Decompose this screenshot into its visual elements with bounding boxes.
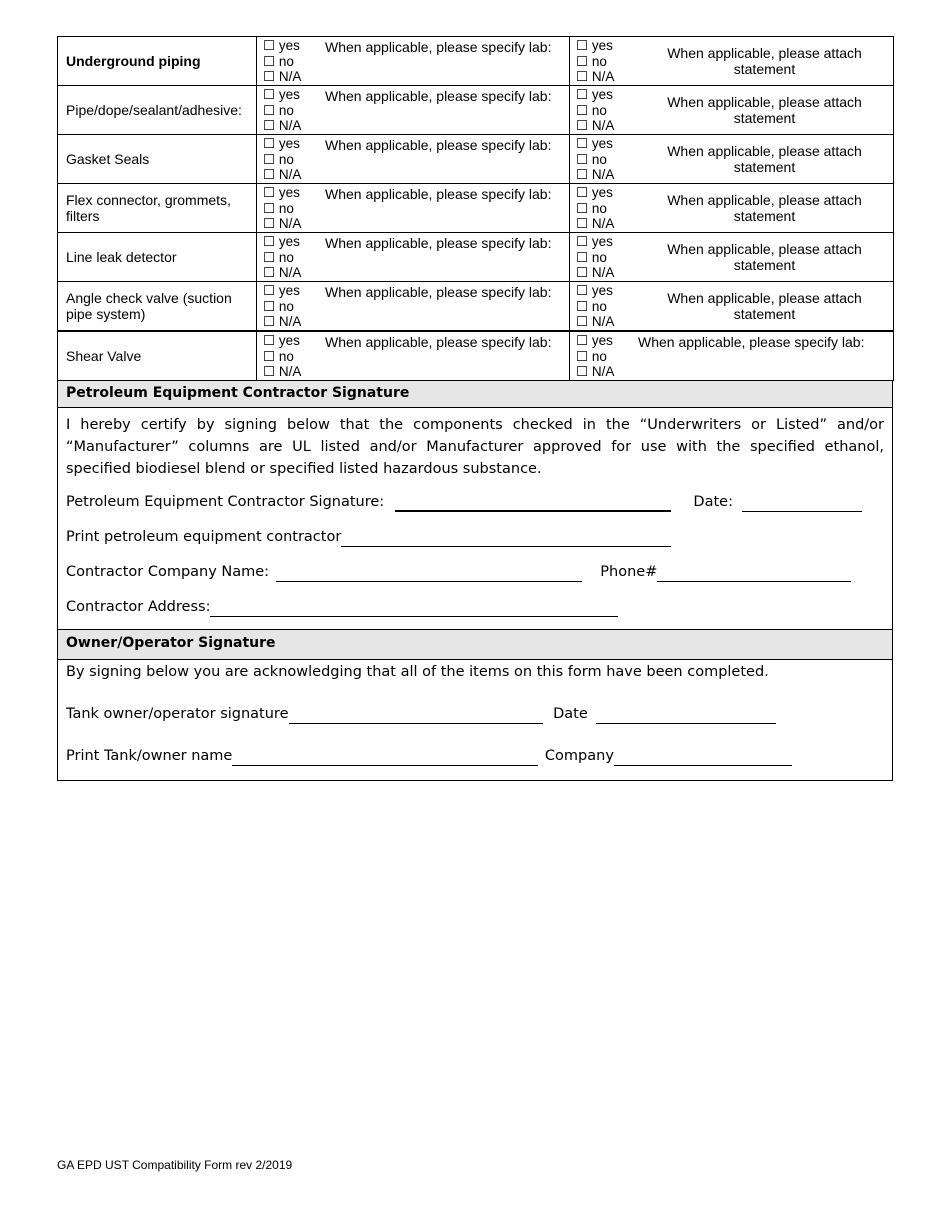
contractor-signature-label: Petroleum Equipment Contractor Signature:: [66, 494, 385, 510]
manufacturer-no-checkbox[interactable]: ☐ no: [576, 348, 607, 364]
ul-listed-no-checkbox[interactable]: ☐ no: [263, 348, 294, 364]
specify-lab-text: When applicable, please specify lab:: [325, 284, 552, 300]
attach-statement-text: When applicable, please attach statement: [667, 290, 862, 322]
ul-listed-yes-checkbox[interactable]: ☐ yes: [263, 136, 300, 151]
ul-listed-na-checkbox[interactable]: ☐ N/A: [263, 216, 302, 231]
phone-field[interactable]: [657, 565, 851, 582]
component-name: Underground piping: [58, 37, 257, 86]
attach-statement-text: When applicable, please specify lab:: [638, 334, 865, 350]
owner-print-field[interactable]: [232, 749, 538, 766]
owner-signature-field[interactable]: [289, 707, 543, 724]
component-row: [58, 37, 894, 86]
owner-signature-label: Tank owner/operator signature: [66, 706, 289, 722]
ul-listed-na-checkbox[interactable]: ☐ N/A: [263, 167, 302, 182]
manufacturer-no-checkbox[interactable]: ☐ no: [576, 102, 607, 118]
component-row: [58, 135, 894, 184]
components-table: [57, 36, 894, 381]
attach-statement-text: When applicable, please attach statement: [667, 192, 862, 224]
manufacturer-yes-checkbox[interactable]: ☐ yes: [576, 38, 613, 53]
contractor-signature-field[interactable]: [395, 494, 671, 512]
manufacturer-no-checkbox[interactable]: ☐ no: [576, 200, 607, 216]
manufacturer-yes-checkbox[interactable]: ☐ yes: [576, 136, 613, 151]
manufacturer-no-checkbox[interactable]: ☐ no: [576, 249, 607, 265]
component-row: [58, 86, 894, 135]
manufacturer-na-checkbox[interactable]: ☐ N/A: [576, 69, 615, 84]
print-contractor-label: Print petroleum equipment contractor: [66, 529, 342, 545]
component-row: [58, 184, 894, 233]
ul-listed-no-checkbox[interactable]: ☐ no: [263, 53, 294, 69]
specify-lab-text: When applicable, please specify lab:: [325, 39, 552, 55]
component-name: Gasket Seals: [58, 135, 257, 184]
manufacturer-yes-checkbox[interactable]: ☐ yes: [576, 234, 613, 249]
ul-listed-yes-checkbox[interactable]: ☐ yes: [263, 87, 300, 102]
attach-statement-text: When applicable, please attach statement: [667, 241, 862, 273]
component-row: [58, 331, 894, 381]
ul-listed-na-checkbox[interactable]: ☐ N/A: [263, 314, 302, 329]
ul-listed-no-checkbox[interactable]: ☐ no: [263, 200, 294, 216]
ul-listed-na-checkbox[interactable]: ☐ N/A: [263, 364, 302, 379]
manufacturer-na-checkbox[interactable]: ☐ N/A: [576, 216, 615, 231]
ul-listed-yes-checkbox[interactable]: ☐ yes: [263, 283, 300, 298]
ul-listed-no-checkbox[interactable]: ☐ no: [263, 151, 294, 167]
manufacturer-yes-checkbox[interactable]: ☐ yes: [576, 333, 613, 348]
ul-listed-no-checkbox[interactable]: ☐ no: [263, 249, 294, 265]
specify-lab-text: When applicable, please specify lab:: [325, 235, 552, 251]
manufacturer-na-checkbox[interactable]: ☐ N/A: [576, 118, 615, 133]
manufacturer-na-checkbox[interactable]: ☐ N/A: [576, 364, 615, 379]
manufacturer-na-checkbox[interactable]: ☐ N/A: [576, 314, 615, 329]
company-name-field[interactable]: [276, 565, 582, 582]
owner-date-field[interactable]: [596, 707, 776, 724]
specify-lab-text: When applicable, please specify lab:: [325, 186, 552, 202]
component-name: Pipe/dope/sealant/adhesive:: [58, 86, 257, 135]
owner-company-label: Company: [544, 748, 614, 764]
owner-heading: Owner/Operator Signature: [58, 630, 892, 660]
ul-listed-yes-checkbox[interactable]: ☐ yes: [263, 234, 300, 249]
owner-print-label: Print Tank/owner name: [66, 748, 233, 764]
address-field[interactable]: [210, 600, 618, 617]
attach-statement-text: When applicable, please attach statement: [667, 45, 862, 77]
specify-lab-text: When applicable, please specify lab:: [325, 334, 552, 350]
owner-date-label: Date: [553, 706, 588, 722]
print-contractor-field[interactable]: [341, 530, 671, 547]
phone-label: Phone#: [600, 564, 658, 580]
component-name: Flex connector, grommets, filters: [58, 184, 257, 233]
ul-listed-no-checkbox[interactable]: ☐ no: [263, 102, 294, 118]
owner-ack-text: By signing below you are acknowledging that all of the items on this form have been completed.: [66, 664, 769, 680]
ul-listed-na-checkbox[interactable]: ☐ N/A: [263, 265, 302, 280]
component-name: Angle check valve (suction pipe system): [58, 282, 257, 332]
manufacturer-yes-checkbox[interactable]: ☐ yes: [576, 185, 613, 200]
owner-section: [57, 630, 893, 781]
manufacturer-na-checkbox[interactable]: ☐ N/A: [576, 265, 615, 280]
attach-statement-text: When applicable, please attach statement: [667, 143, 862, 175]
component-row: [58, 233, 894, 282]
ul-listed-na-checkbox[interactable]: ☐ N/A: [263, 118, 302, 133]
ul-listed-yes-checkbox[interactable]: ☐ yes: [263, 333, 300, 348]
component-row: [58, 282, 894, 332]
ul-listed-yes-checkbox[interactable]: ☐ yes: [263, 185, 300, 200]
contractor-section: [57, 381, 893, 630]
ul-listed-yes-checkbox[interactable]: ☐ yes: [263, 38, 300, 53]
specify-lab-text: When applicable, please specify lab:: [325, 137, 552, 153]
manufacturer-no-checkbox[interactable]: ☐ no: [576, 298, 607, 314]
address-label: Contractor Address:: [66, 599, 211, 615]
contractor-date-field[interactable]: [742, 495, 862, 512]
owner-company-field[interactable]: [614, 749, 792, 766]
manufacturer-yes-checkbox[interactable]: ☐ yes: [576, 87, 613, 102]
footer-text: GA EPD UST Compatibility Form rev 2/2019: [57, 1158, 293, 1172]
certification-text: I hereby certify by signing below that the components checked in the “Underwriters or Listed” and/or “Manufacturer” columns are UL listed and/or Manufacturer approved for use with the specified ethanol, specified biodiesel blend or specified listed hazardous substance.: [66, 417, 884, 477]
component-name: Line leak detector: [58, 233, 257, 282]
component-name: Shear Valve: [58, 331, 257, 381]
specify-lab-text: When applicable, please specify lab:: [325, 88, 552, 104]
ul-listed-na-checkbox[interactable]: ☐ N/A: [263, 69, 302, 84]
ul-listed-no-checkbox[interactable]: ☐ no: [263, 298, 294, 314]
manufacturer-yes-checkbox[interactable]: ☐ yes: [576, 283, 613, 298]
company-name-label: Contractor Company Name:: [66, 564, 270, 580]
manufacturer-no-checkbox[interactable]: ☐ no: [576, 151, 607, 167]
contractor-heading: Petroleum Equipment Contractor Signature: [58, 381, 892, 408]
compatibility-form: [57, 36, 893, 781]
attach-statement-text: When applicable, please attach statement: [667, 94, 862, 126]
manufacturer-na-checkbox[interactable]: ☐ N/A: [576, 167, 615, 182]
manufacturer-no-checkbox[interactable]: ☐ no: [576, 53, 607, 69]
contractor-date-label: Date:: [693, 494, 733, 510]
